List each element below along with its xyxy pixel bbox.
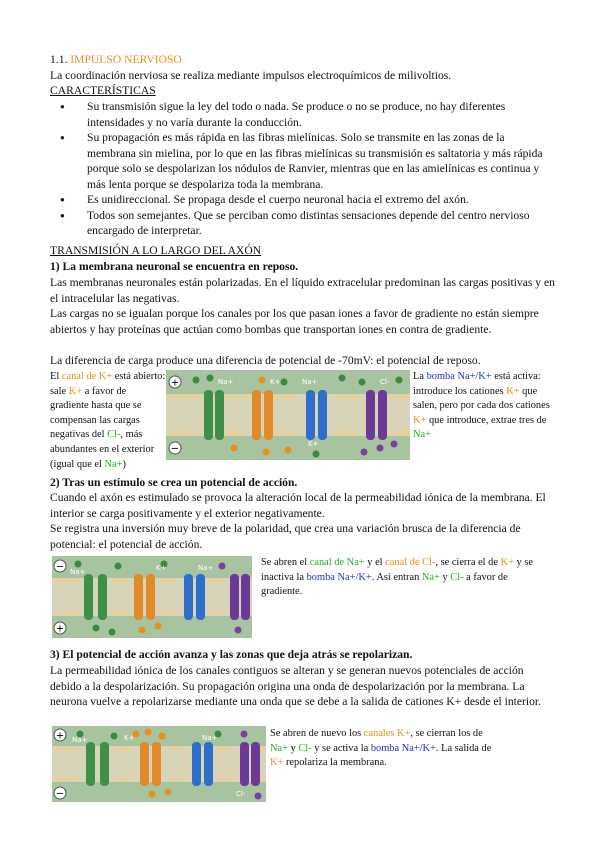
characteristics-list — [50, 99, 555, 239]
section-title: IMPULSO NERVIOSO — [70, 53, 182, 66]
negative-sign: − — [55, 561, 65, 573]
negative-sign: − — [170, 443, 180, 455]
step1-left-caption: El canal de K+ está abierto: sale K+ a favor de gradiente hasta que se compensan las cargas negativas del Cl-, más abundantes en el exterior (igual que el Na+) — [50, 371, 166, 470]
step3-title: 3) El potencial de acción avanza y las zonas que deja atrás se repolarizan. — [50, 648, 413, 661]
transmission-heading: TRANSMISIÓN A LO LARGO DEL AXÓN — [50, 244, 262, 257]
k-label: K+ — [124, 734, 135, 742]
step1-right-caption: La bomba Na+/K+ está activa: introduce los cationes K+ que salen, pero por cada dos cationes K+ que introduce, extrae tres de Na+ — [413, 371, 550, 441]
na-label: Na+ — [218, 378, 234, 386]
na-label: Na+ — [198, 564, 214, 572]
na-label: Na+ — [302, 378, 318, 386]
step1-paragraph-3: La diferencia de carga produce una diferencia de potencial de -70mV: el potencial de reposo. — [50, 354, 481, 367]
membrane-resting-figure — [166, 370, 410, 460]
step1-paragraph-2: Las cargas no se igualan porque los canales por los que pasan iones a favor de gradiente no están siempre abiertos y hay proteínas que actúan como bombas que transportan iones en contra de gradiente. — [50, 307, 539, 336]
cl-label: Cl- — [236, 790, 246, 798]
k-label: K+ — [270, 378, 281, 386]
step2-side-caption: Se abren el canal de Na+ y el canal de Cl-, se cierra el de K+ y se inactiva la bomba Na+/K+. Así entran Na+ y Cl- a favor de gradiente. — [261, 557, 533, 598]
k-label: K+ — [308, 440, 319, 448]
membrane-repolarization-figure — [52, 726, 266, 802]
na-label: Na+ — [72, 736, 88, 744]
step2-title: 2) Tras un estímulo se crea un potencial de acción. — [50, 476, 298, 489]
intro-paragraph: La coordinación nerviosa se realiza mediante impulsos electroquímicos de milivoltios. — [50, 69, 452, 82]
list-item: ● Su propagación es más rápida en las fibras mielínicas. Solo se transmite en las zonas de la membrana sin mielina, por lo que en las fibras mielínicas su transmisión es saltatoria y más rápida porque solo se despolarizan los nódulos de Ranvier, mientras que en las amielínicas es continua y más lenta porque se despolariza toda la membrana. — [50, 130, 555, 192]
na-label: Na+ — [202, 734, 218, 742]
positive-sign: + — [55, 730, 65, 742]
list-item: ● Su transmisión sigue la ley del todo o nada. Se produce o no se produce, no hay diferentes intensidades y no varía durante la conducción. — [50, 99, 555, 130]
negative-sign: − — [55, 788, 65, 800]
cl-label: Cl- — [380, 378, 390, 386]
k-label: K+ — [156, 564, 167, 572]
step3-paragraph-1: La permeabilidad iónica de los canales contiguos se alteran y se generan nuevos potenciales de acción debido a la despolarización. Su propagación origina una onda de despolarización por la membrana. La neurona vuelve a repolarizarse mediante una onda que se debe a la salida de cationes K+ desde el interior. — [50, 664, 542, 708]
list-item: ● Es unidireccional. Se propaga desde el cuerpo neuronal hacia el extremo del axón. — [50, 192, 555, 208]
step1-title: 1) La membrana neuronal se encuentra en reposo. — [50, 260, 299, 273]
step2-paragraph-2: Se registra una inversión muy breve de la polaridad, que crea una variación brusca de la diferencia de potencial: el potencial de acción. — [50, 522, 521, 551]
step3-side-caption: Se abren de nuevo los canales K+, se cierran los de Na+ y Cl- y se activa la bomba Na+/K+. La salida de K+ repolariza la membrana. — [270, 728, 492, 769]
positive-sign: + — [55, 623, 65, 635]
step2-paragraph-1: Cuando el axón es estimulado se provoca la alteración local de la permeabilidad iónica de la membrana. El interior se carga positivamente y el exterior negativamente. — [50, 491, 546, 520]
section-heading — [50, 52, 555, 68]
list-item: ● Todos son semejantes. Que se perciban como distintas sensaciones depende del centro nervioso encargado de interpretar. — [50, 208, 555, 239]
step1-paragraph-1: Las membranas neuronales están polarizadas. En el líquido extracelular predominan las cargas positivas y en el intracelular las negativas. — [50, 276, 555, 305]
positive-sign: + — [170, 377, 180, 389]
membrane-action-potential-figure — [52, 556, 252, 638]
na-label: Na+ — [70, 568, 86, 576]
section-number: 1.1. — [50, 53, 68, 66]
characteristics-heading: CARACTERÍSTICAS — [50, 84, 156, 97]
